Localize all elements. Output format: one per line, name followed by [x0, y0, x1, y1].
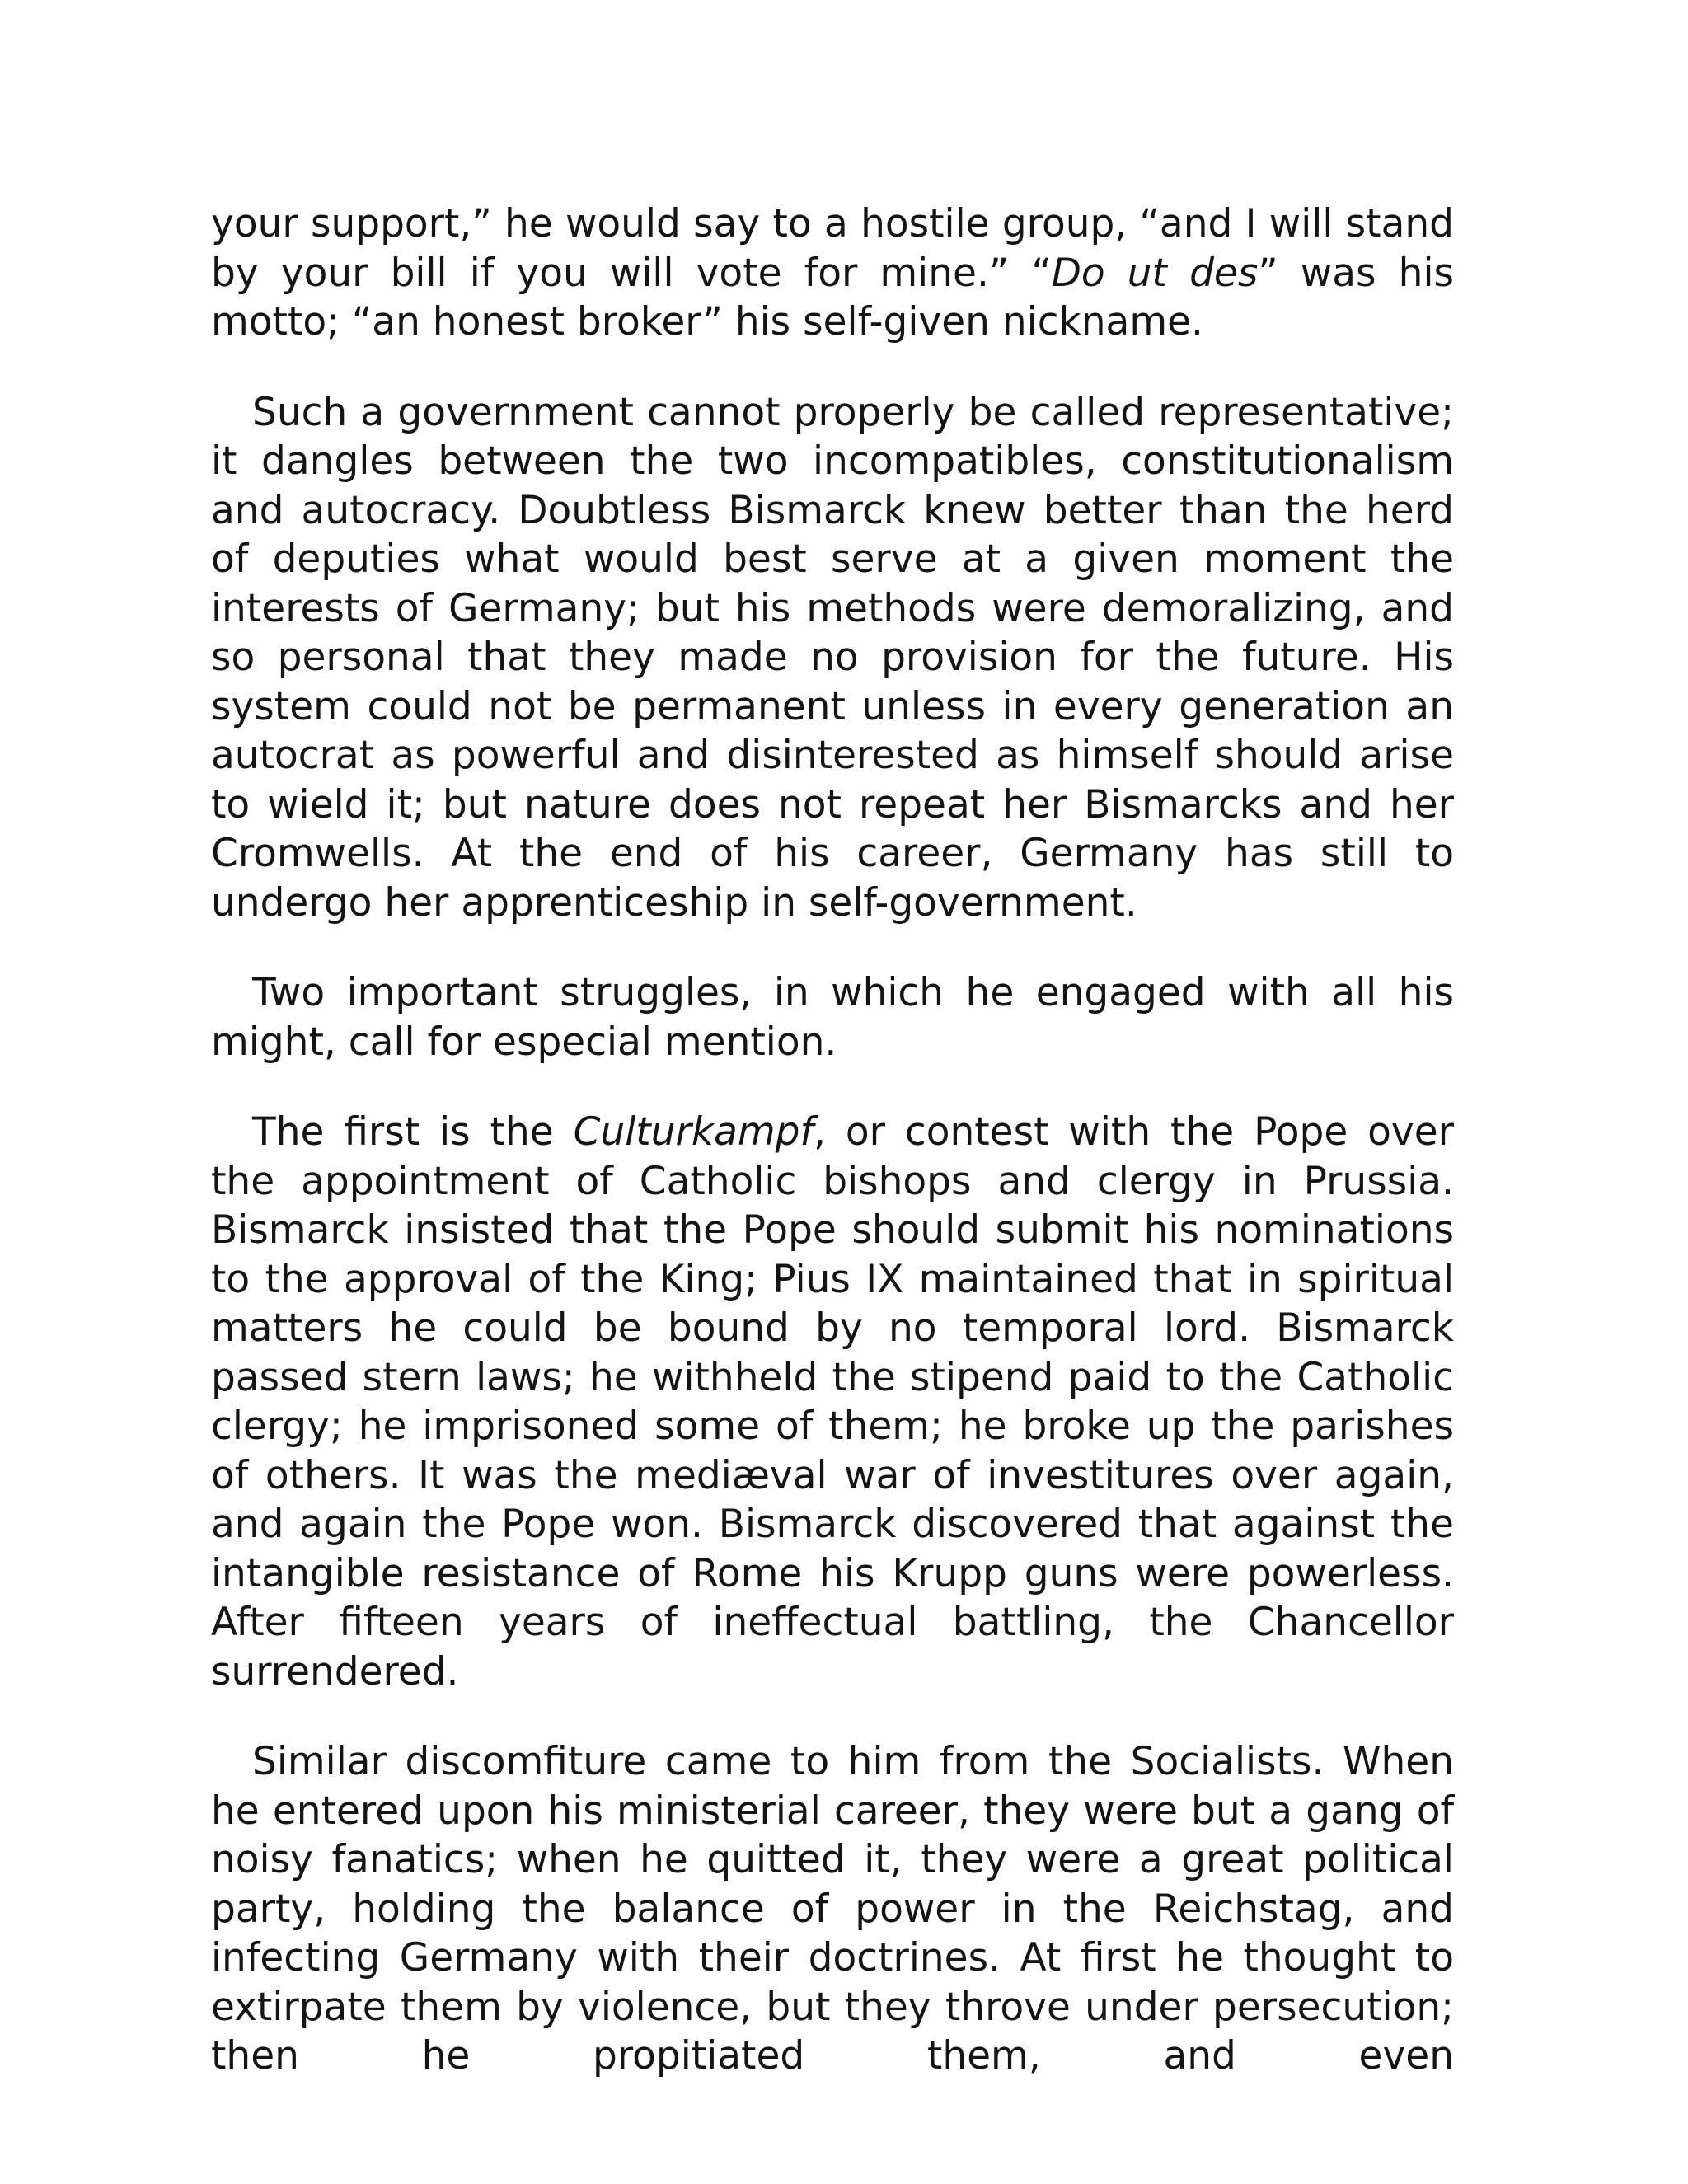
- text-run: The first is the: [252, 1109, 574, 1155]
- paragraph-socialists: [211, 1737, 1454, 2081]
- text-run: Such a government cannot properly be called representative; it dangles between the two incompatibles, constitutionalism and autocracy. Doubtless Bismarck knew better than the herd of deputies what would best serve at a given moment the interests of Germany; but his methods were demoralizing, and so personal that they made no provision for the future. His system could not be permanent unless in every generation an autocrat as powerful and disinterested as himself should arise to wield it; but nature does not repeat her Bismarcks and her Cromwells. At the end of his career, Germany has still to undergo her apprenticeship in self-government.: [211, 389, 1454, 926]
- paragraph-representative-government: [211, 388, 1454, 928]
- text-run: Similar discomfiture came to him from the Socialists. When he entered upon his ministerial career, they were but a gang of noisy fanatics; when he quitted it, they were a great political party, holding the balance of power in the Reichstag, and infecting Germany with their doctrines. At first he thought to extirpate them by violence, but they throve under persecution; then he propitiated them, and even: [211, 1739, 1454, 2079]
- paragraph-two-struggles: [211, 968, 1454, 1066]
- text-run: your support,” he would say to a hostile group, “and I will stand by your bill if you will vote for mine.” “: [211, 201, 1454, 296]
- paragraph-continuation: [211, 199, 1454, 347]
- text-run: ” was his motto; “an honest broker” his self-given nickname.: [211, 250, 1454, 344]
- italic-term-culturkampf: Culturkampf: [573, 1109, 814, 1155]
- text-run: Two important struggles, in which he engaged with all his might, call for especial mention.: [211, 970, 1454, 1065]
- body-text: [211, 199, 1454, 2081]
- italic-phrase-do-ut-des: Do ut des: [1051, 250, 1259, 296]
- paragraph-culturkampf: [211, 1108, 1454, 1696]
- text-run: , or contest with the Pope over the appointment of Catholic bishops and clergy in Prussia. Bismarck insisted that the Pope should submit his nominations to the approval of the King; Pius IX maintained that in spiritual matters he could be bound by no temporal lord. Bismarck passed stern laws; he withheld the stipend paid to the Catholic clergy; he imprisoned some of them; he broke up the parishes of others. It was the mediæval war of investitures over again, and again the Pope won. Bismarck discovered that against the intangible resistance of Rome his Krupp guns were powerless. After fifteen years of ineffectual battling, the Chancellor surrendered.: [211, 1109, 1454, 1694]
